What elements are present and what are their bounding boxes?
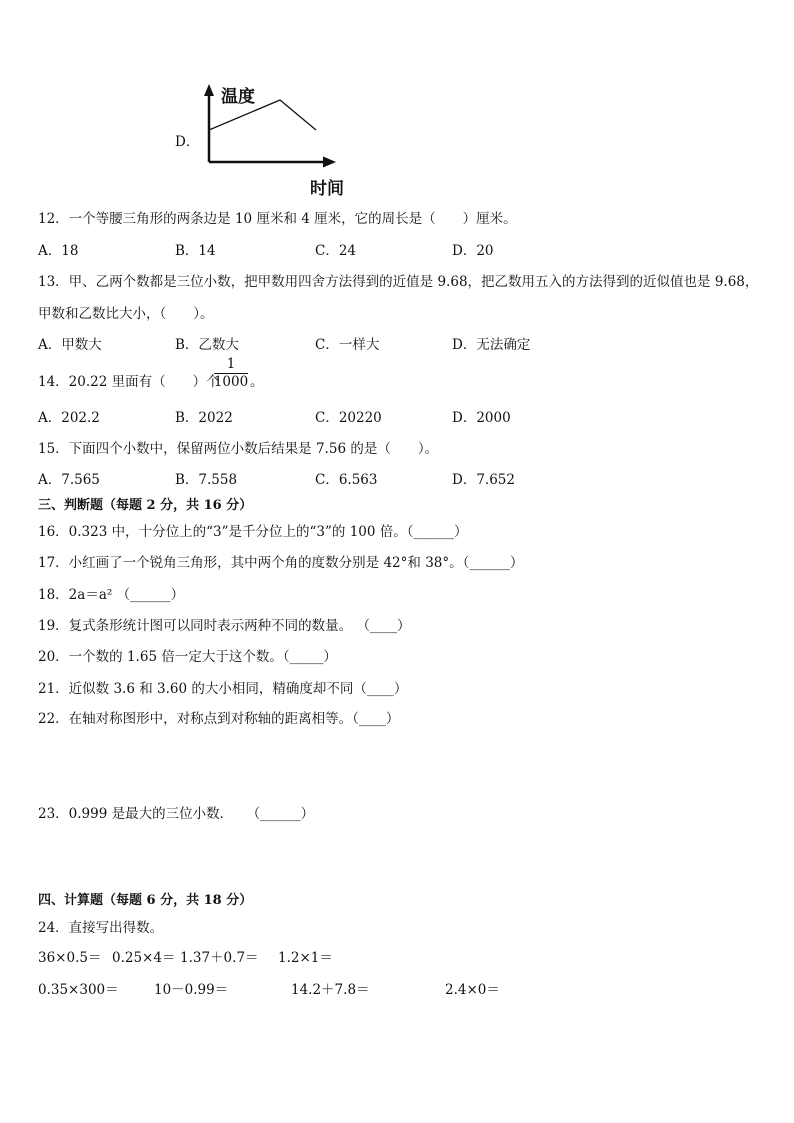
q14-option-c: C．20220 [315, 410, 382, 426]
fraction-1-over-1000 [212, 356, 250, 391]
q15-option-c: C．6.563 [315, 472, 378, 488]
question-20: 20．一个数的 1.65 倍一定大于这个数。（_____） [38, 649, 337, 665]
q12-option-b: B．14 [175, 243, 216, 259]
q12-option-c: C．24 [315, 243, 357, 259]
q14-option-a: A．202.2 [38, 410, 100, 426]
q13-option-b: B．乙数大 [175, 337, 239, 353]
question-18: 18．2a＝a² （______） [38, 587, 185, 603]
question-24: 24．直接写出得数。 [38, 920, 164, 936]
q12-option-a: A．18 [38, 243, 79, 259]
calc-item: 0.25×4＝ [112, 950, 176, 966]
calc-item: 1.2×1＝ [278, 950, 333, 966]
y-axis-arrow-icon [204, 84, 214, 96]
question-14-end: 。 [250, 374, 264, 390]
q13-option-a: A．甲数大 [38, 337, 102, 353]
question-13-line1: 13．甲、乙两个数都是三位小数，把甲数用四舍方法得到的近值是 9.68，把乙数用五入的方法得到的近似值也是 9.68， [38, 274, 759, 290]
q15-option-a: A．7.565 [38, 472, 100, 488]
calc-item: 2.4×0＝ [445, 982, 500, 998]
x-axis-label: 时间 [310, 179, 344, 199]
question-14: 14．20.22 里面有（ ）个 [38, 374, 220, 390]
calc-item: 36×0.5＝ [38, 950, 102, 966]
question-19: 19．复式条形统计图可以同时表示两种不同的数量。 （____） [38, 618, 411, 634]
fraction-denominator: 1000 [213, 374, 249, 390]
calc-item: 14.2＋7.8＝ [291, 982, 370, 998]
question-23: 23．0.999 是最大的三位小数． （______） [38, 806, 315, 822]
y-axis-label: 温度 [221, 87, 255, 107]
calc-item: 0.35×300＝ [38, 982, 119, 998]
calc-item: 1.37＋0.7＝ [180, 950, 259, 966]
question-21: 21．近似数 3.6 和 3.60 的大小相同，精确度却不同（____） [38, 681, 408, 697]
x-axis-arrow-icon [323, 157, 336, 168]
question-15: 15．下面四个小数中，保留两位小数后结果是 7.56 的是（ ）。 [38, 441, 439, 457]
q14-option-d: D．2000 [452, 410, 511, 426]
question-12: 12．一个等腰三角形的两条边是 10 厘米和 4 厘米，它的周长是（ ）厘米。 [38, 211, 517, 227]
q14-option-b: B．2022 [175, 410, 233, 426]
q15-option-b: B．7.558 [175, 472, 238, 488]
section-4-heading: 四、计算题（每题 6 分，共 18 分） [38, 893, 253, 908]
question-22: 22．在轴对称图形中，对称点到对称轴的距离相等。（____） [38, 711, 400, 727]
q15-option-d: D．7.652 [452, 472, 515, 488]
question-13-line2: 甲数和乙数比大小，（ ）。 [38, 306, 214, 322]
q13-option-c: C．一样大 [315, 337, 380, 353]
section-3-heading: 三、判断题（每题 2 分，共 16 分） [38, 498, 253, 513]
option-d-label: D． [175, 134, 200, 150]
question-17: 17．小红画了一个锐角三角形，其中两个角的度数分别是 42°和 38°。（______） [38, 555, 524, 571]
question-16: 16．0.323 中，十分位上的“3”是千分位上的“3”的 100 倍。（______） [38, 524, 468, 540]
q12-option-d: D．20 [452, 243, 494, 259]
temperature-time-graph [0, 0, 794, 200]
fraction-numerator: 1 [226, 356, 236, 372]
calc-item: 10－0.99＝ [154, 982, 229, 998]
q13-option-d: D．无法确定 [452, 337, 531, 353]
